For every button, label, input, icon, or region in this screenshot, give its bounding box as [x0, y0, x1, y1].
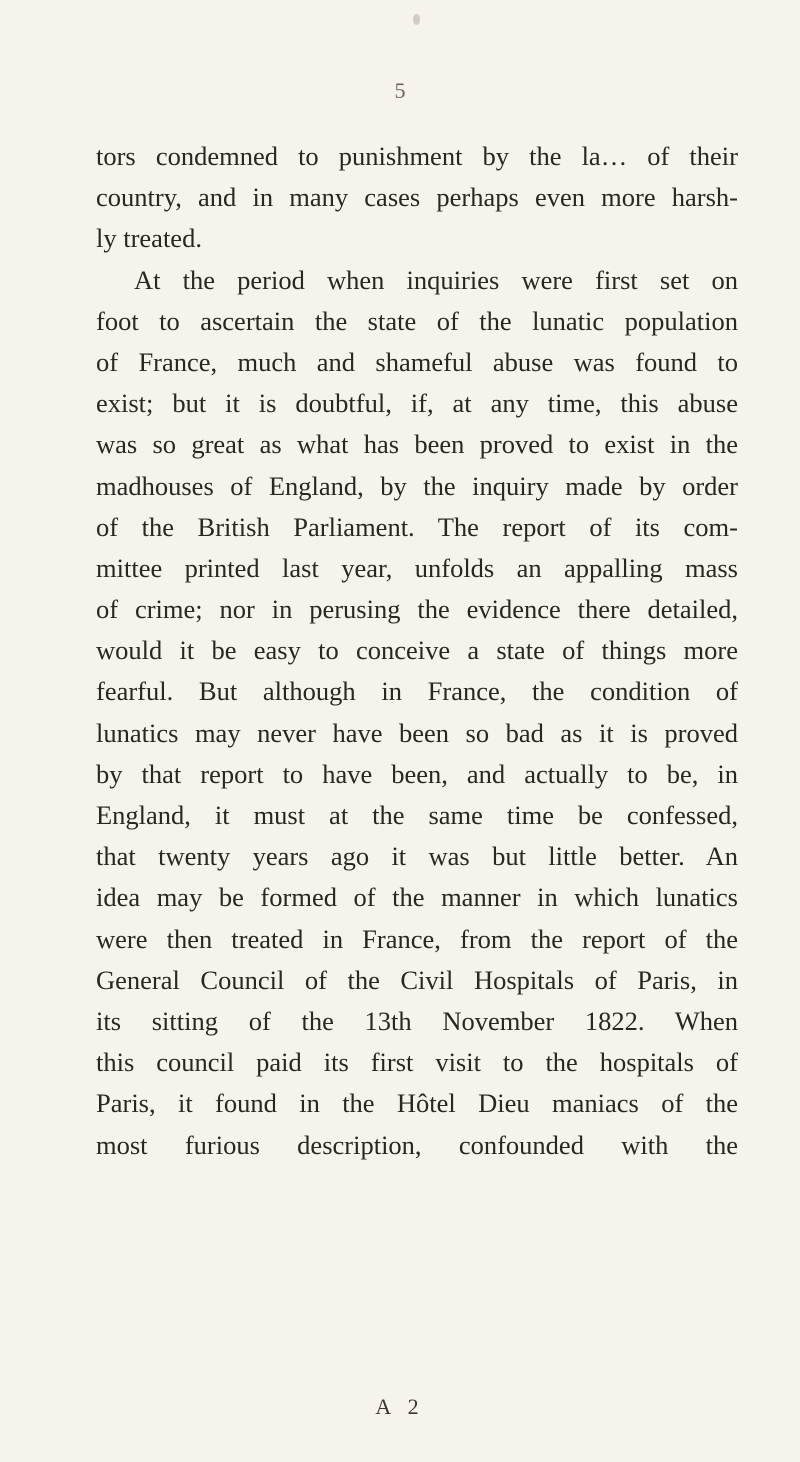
body-text: [96, 136, 738, 1166]
text-line: ly treated.: [96, 223, 202, 254]
text-line: country, and in many cases perhaps even more harsh-: [96, 182, 738, 213]
text-line: most furious description, confounded with the: [96, 1129, 738, 1160]
page-number: 5: [394, 78, 406, 103]
signature-mark: A 2: [375, 1394, 425, 1419]
text-line: this council paid its first visit to the hospitals of: [96, 1047, 738, 1078]
paragraph-start-line: At the period when inquiries were first set on: [134, 264, 738, 295]
text-line: tors condemned to punishment by the la… of their: [96, 141, 738, 171]
text-line: were then treated in France, from the report of the: [96, 923, 738, 954]
text-line: fearful. But although in France, the condition of: [96, 676, 738, 707]
text-line: Paris, it found in the Hôtel Dieu maniacs of the: [96, 1088, 738, 1119]
text-line: of crime; nor in perusing the evidence there detailed,: [96, 594, 738, 625]
text-line: would it be easy to conceive a state of things more: [96, 635, 738, 666]
text-line: by that report to have been, and actually to be, in: [96, 758, 738, 789]
text-line: England, it must at the same time be confessed,: [96, 800, 738, 830]
text-line: of France, much and shameful abuse was found to: [96, 346, 738, 377]
text-line: idea may be formed of the manner in which lunatics: [96, 882, 738, 913]
text-line: mittee printed last year, unfolds an appalling mass: [96, 552, 738, 583]
text-line: that twenty years ago it was but little better. An: [96, 841, 738, 872]
paper-blemish: [413, 14, 420, 25]
text-line: General Council of the Civil Hospitals of Paris, in: [96, 964, 738, 995]
text-line: its sitting of the 13th November 1822. When: [96, 1005, 738, 1036]
text-line: exist; but it is doubtful, if, at any time, this abuse: [96, 388, 738, 419]
text-line: foot to ascertain the state of the lunatic population: [96, 305, 738, 336]
text-line: madhouses of England, by the inquiry made by order: [96, 470, 738, 501]
text-line: was so great as what has been proved to exist in the: [96, 429, 738, 460]
text-line: lunatics may never have been so bad as it is proved: [96, 717, 738, 748]
text-line: of the British Parliament. The report of its com-: [96, 511, 738, 542]
